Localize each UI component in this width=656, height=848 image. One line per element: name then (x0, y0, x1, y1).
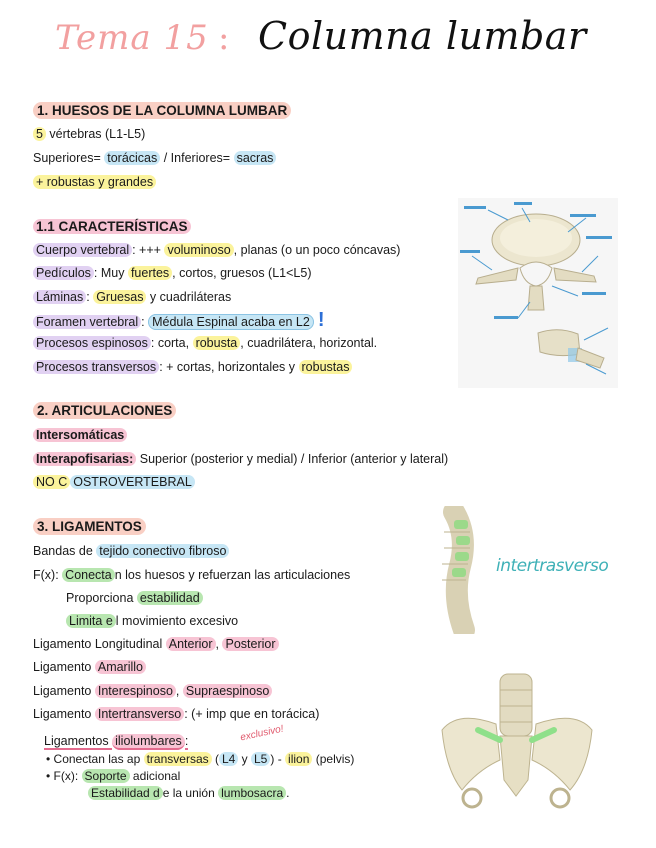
s3-line-3: Proporciona estabilidad (66, 589, 203, 607)
s11-row-4: Foramen vertebral : Médula Espinal acaba en L2 ! (33, 311, 325, 331)
exclusivo-note: exclusivo! (239, 723, 285, 744)
s1-line-3: + robustas y grandes (33, 173, 156, 191)
section-3-heading: 3. LIGAMENTOS (33, 518, 146, 536)
s3-line-6: Ligamento Amarillo (33, 658, 146, 676)
section-2-heading: 2. ARTICULACIONES (33, 402, 176, 420)
s3-line-10: • Conectan las ap transversas ( L4 y L5 ) - ilion (pelvis) (46, 752, 355, 766)
s3-line-9: Ligamentos iliolumbares : (44, 734, 189, 748)
section-1-heading: 1. HUESOS DE LA COLUMNA LUMBAR (33, 102, 291, 120)
s11-row-3: Láminas : Gruesas y cuadriláteras (33, 288, 231, 306)
s11-row-1: Cuerpo vertebral : +++ voluminoso , planas (o un poco cóncavas) (33, 241, 400, 259)
s2-line-3: NO C OSTROVERTEBRAL (33, 473, 195, 491)
s3-line-4: Limita e l movimiento excesivo (66, 612, 238, 630)
s11-row-2: Pedículos : Muy fuertes , cortos, gruesos (L1<L5) (33, 264, 311, 282)
s2-line-2: Interapofisarias: Superior (posterior y medial) / Inferior (anterior y lateral) (33, 450, 448, 468)
s1-line-2: Superiores= torácicas / Inferiores= sacras (33, 149, 276, 167)
s3-line-8: Ligamento Intertransverso : (+ imp que en torácica) (33, 707, 320, 721)
exclamation-icon: ! (317, 309, 325, 331)
s11-row-6: Procesos transversos : + cortas, horizontales y robustas (33, 358, 352, 376)
page-title: Columna lumbar (258, 14, 587, 58)
s3-line-5: Ligamento Longitudinal Anterior , Posterior (33, 635, 279, 653)
section-11-heading: 1.1 CARACTERÍSTICAS (33, 218, 191, 236)
title-colon: : (218, 18, 230, 58)
title-tema: Tema 15 (55, 18, 209, 58)
s3-line-2: F(x): Conecta n los huesos y refuerzan las articulaciones (33, 568, 351, 582)
s3-line-12: Estabilidad d e la unión lumbosacra . (88, 784, 289, 802)
s3-line-7: Ligamento Interespinoso , Supraespinoso (33, 682, 272, 700)
s1-line-1: 5 vértebras (L1-L5) (33, 125, 145, 143)
s3-line-1: Bandas de tejido conectivo fibroso (33, 542, 229, 560)
pelvis-illustration (438, 670, 596, 810)
s11-row-5: Procesos espinosos : corta, robusta , cuadrilátera, horizontal. (33, 334, 377, 352)
s3-line-11: • F(x): Soporte adicional (46, 769, 181, 783)
s2-line-1: Intersomáticas (33, 426, 127, 444)
lumbar-spine-lateral-illustration (424, 506, 484, 634)
intertransverso-label: intertrasverso (496, 556, 609, 576)
lumbar-vertebra-illustration (458, 198, 618, 388)
